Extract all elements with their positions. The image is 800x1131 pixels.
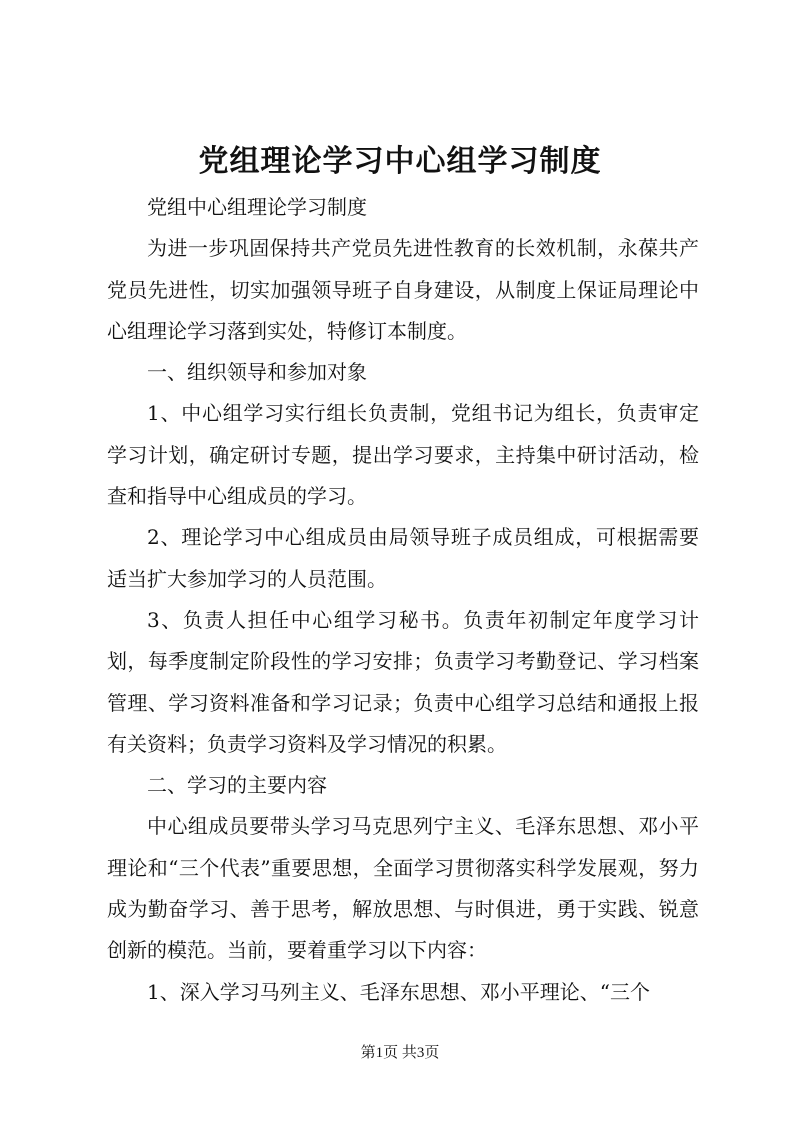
- paragraph-item-3: 3、负责人担任中心组学习秘书。负责年初制定年度学习计划，每季度制定阶段性的学习安排；负责学习考勤登记、学习档案管理、学习资料准备和学习记录；负责中心组学习总结和通报上报有关资料；负责学习资料及学习情况的积累。: [107, 607, 699, 756]
- section-heading-organization: 一、组织领导和参加对象: [147, 360, 367, 385]
- paragraph-item-2: 2、理论学习中心组成员由局领导班子成员组成，可根据需要适当扩大参加学习的人员范围。: [107, 525, 699, 591]
- paragraph-item-1: 1、中心组学习实行组长负责制，党组书记为组长，负责审定学习计划，确定研讨专题，提出学习要求，主持集中研讨活动，检查和指导中心组成员的学习。: [107, 401, 699, 509]
- paragraph-content-item-1: 1、深入学习马列主义、毛泽东思想、邓小平理论、“三个: [147, 979, 650, 1004]
- paragraph-intro: 为进一步巩固保持共产党员先进性教育的长效机制，永葆共产党员先进性，切实加强领导班子自身建设，从制度上保证局理论中心组理论学习落到实处，特修订本制度。: [107, 236, 699, 343]
- paragraph-content-intro: 中心组成员要带头学习马克思列宁主义、毛泽东思想、邓小平理论和“三个代表”重要思想，全面学习贯彻落实科学发展观，努力成为勤奋学习、善于思考，解放思想、与时俱进，勇于实践、锐意创新的模范。当前，要着重学习以下内容：: [107, 814, 699, 963]
- section-heading-content: 二、学习的主要内容: [147, 773, 327, 798]
- paragraph-subtitle: 党组中心组理论学习制度: [147, 195, 367, 219]
- document-title: 党组理论学习中心组学习制度: [198, 144, 602, 179]
- page-footer: 第1页 共3页: [360, 1045, 440, 1061]
- document-body: [107, 187, 699, 1013]
